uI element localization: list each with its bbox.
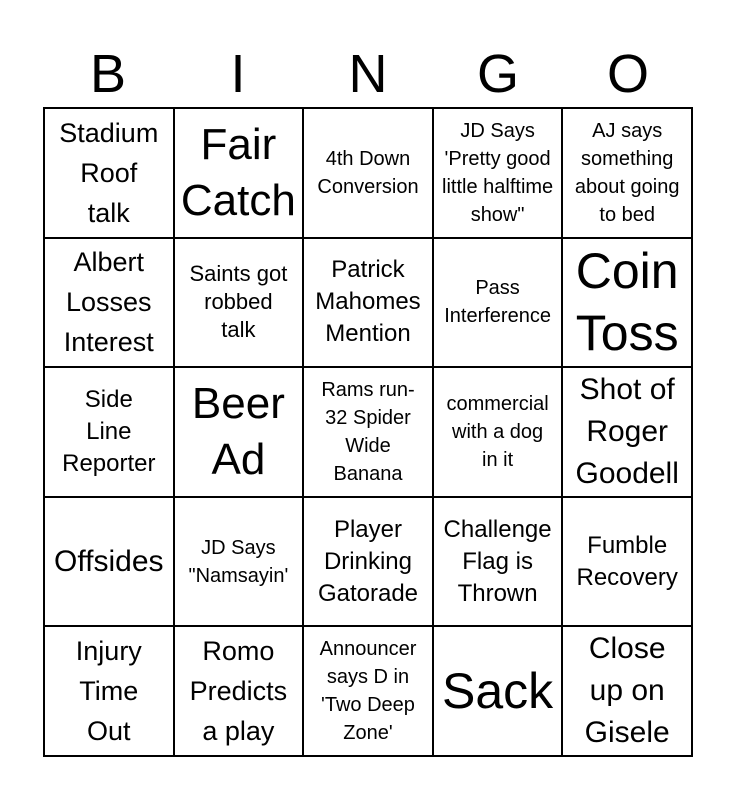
bingo-cell[interactable]: Sack [433, 626, 563, 756]
bingo-cell[interactable]: AJ says something about going to bed [562, 108, 692, 238]
bingo-cell[interactable]: Shot of Roger Goodell [562, 367, 692, 497]
bingo-cell[interactable]: Patrick Mahomes Mention [303, 238, 433, 368]
bingo-cell[interactable]: Romo Predicts a play [174, 626, 304, 756]
header-letter-g: G [476, 44, 519, 104]
bingo-card-grid [43, 107, 693, 757]
header-letter-o: O [606, 44, 649, 104]
bingo-cell[interactable]: Pass Interference [433, 238, 563, 368]
bingo-cell[interactable]: JD Says "Namsayin' [174, 497, 304, 627]
bingo-cell[interactable]: Fair Catch [174, 108, 304, 238]
bingo-cell[interactable]: Fumble Recovery [562, 497, 692, 627]
bingo-cell[interactable]: JD Says 'Pretty good little halftime show" [433, 108, 563, 238]
header-letter-n: N [348, 44, 388, 104]
bingo-cell[interactable]: Injury Time Out [44, 626, 174, 756]
bingo-cell[interactable]: Stadium Roof talk [44, 108, 174, 238]
bingo-cell[interactable]: Close up on Gisele [562, 626, 692, 756]
bingo-cell[interactable]: Player Drinking Gatorade [303, 497, 433, 627]
bingo-cell[interactable]: Coin Toss [562, 238, 692, 368]
bingo-cell[interactable]: commercial with a dog in it [433, 367, 563, 497]
bingo-cell[interactable]: Rams run- 32 Spider Wide Banana [303, 367, 433, 497]
bingo-cell[interactable]: Side Line Reporter [44, 367, 174, 497]
bingo-cell[interactable]: Announcer says D in 'Two Deep Zone' [303, 626, 433, 756]
bingo-header [43, 40, 693, 108]
bingo-cell[interactable]: 4th Down Conversion [303, 108, 433, 238]
bingo-cell[interactable]: Saints got robbed talk [174, 238, 304, 368]
bingo-cell[interactable]: Challenge Flag is Thrown [433, 497, 563, 627]
header-letter-i: I [230, 44, 246, 104]
bingo-cell[interactable]: Beer Ad [174, 367, 304, 497]
header-letter-b: B [89, 44, 127, 104]
bingo-cell[interactable]: Offsides [44, 497, 174, 627]
bingo-cell[interactable]: Albert Losses Interest [44, 238, 174, 368]
